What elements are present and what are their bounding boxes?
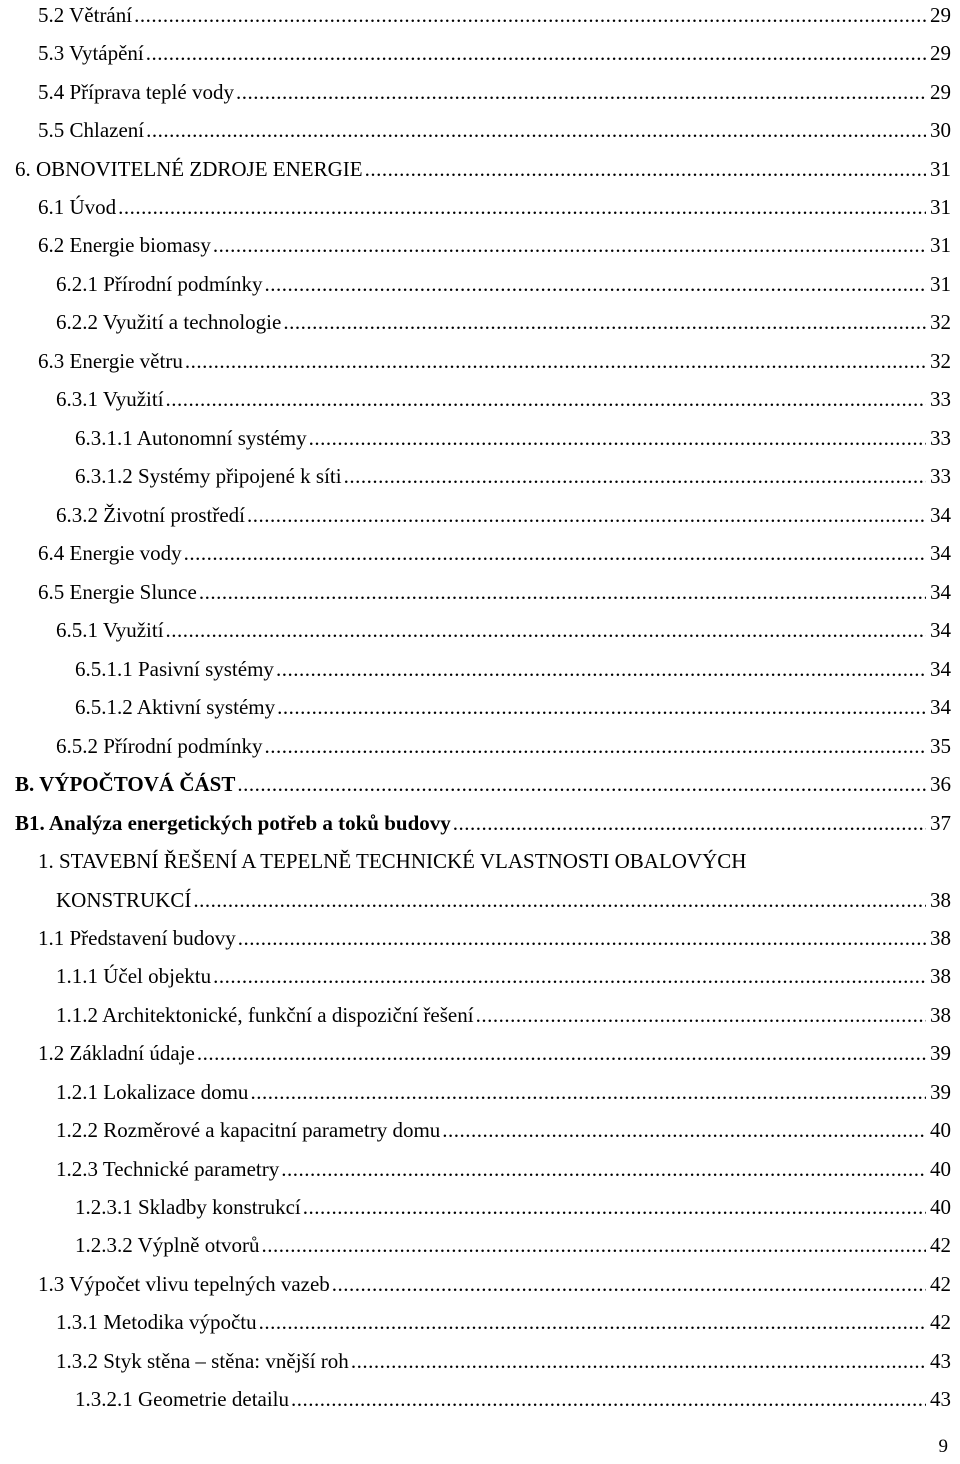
toc-entry[interactable] (56, 887, 951, 913)
toc-entry-page: 29 (930, 80, 951, 104)
toc-entry-page: 33 (930, 426, 951, 450)
toc-entry[interactable] (38, 232, 951, 258)
toc-entry-title: 1.1.2 Architektonické, funkční a dispoziční řešení (56, 1003, 474, 1027)
toc-entry[interactable] (56, 617, 951, 643)
toc-entry-title: 1.1 Představení budovy (38, 926, 236, 950)
toc-entry-page: 34 (930, 618, 951, 642)
toc-entry[interactable] (75, 1386, 951, 1412)
dot-leader (146, 40, 926, 66)
toc-entry-title: 5.2 Větrání (38, 3, 133, 27)
dot-leader (283, 309, 926, 335)
toc-entry[interactable] (38, 40, 951, 66)
dot-leader (476, 1002, 926, 1028)
toc-entry-title: 1.2.2 Rozměrové a kapacitní parametry domu (56, 1118, 441, 1142)
dot-leader (185, 348, 926, 374)
toc-entry[interactable] (75, 1232, 951, 1258)
toc-entry-title: 6.5.2 Přírodní podmínky (56, 734, 263, 758)
toc-entry-page: 33 (930, 387, 951, 411)
dot-leader (166, 386, 926, 412)
dot-leader (213, 963, 926, 989)
toc-entry[interactable] (56, 733, 951, 759)
toc-entry-title: 5.5 Chlazení (38, 118, 145, 142)
toc-entry[interactable] (38, 348, 951, 374)
dot-leader (281, 1156, 926, 1182)
toc-entry-title: 6.3.1.2 Systémy připojené k síti (75, 464, 342, 488)
toc-entry-title: 5.3 Vytápění (38, 41, 144, 65)
toc-entry[interactable] (38, 925, 951, 951)
toc-entry-page: 31 (930, 195, 951, 219)
toc-entry-page: 33 (930, 464, 951, 488)
toc-entry[interactable] (38, 1040, 951, 1066)
toc-entry-title: 6.2.2 Využití a technologie (56, 310, 282, 334)
dot-leader (237, 771, 926, 797)
dot-leader (442, 1117, 926, 1143)
toc-entry[interactable] (75, 425, 951, 451)
toc-entry[interactable] (38, 2, 951, 28)
toc-entry-page: 32 (930, 310, 951, 334)
toc-entry-page: 39 (930, 1041, 951, 1065)
toc-entry-title: 6.2 Energie biomasy (38, 233, 211, 257)
toc-entry-page: 40 (930, 1195, 951, 1219)
dot-leader (351, 1348, 926, 1374)
dot-leader (184, 540, 926, 566)
toc-entry[interactable] (15, 156, 951, 182)
toc-entry[interactable] (56, 963, 951, 989)
toc-entry-page: 39 (930, 1080, 951, 1104)
toc-entry[interactable] (56, 1117, 951, 1143)
toc-entry[interactable] (75, 694, 951, 720)
toc-entry[interactable] (56, 502, 951, 528)
toc-entry[interactable] (15, 810, 951, 836)
toc-entry[interactable] (38, 79, 951, 105)
toc-entry-page: 42 (930, 1272, 951, 1296)
toc-entry-page: 34 (930, 657, 951, 681)
dot-leader (213, 232, 926, 258)
toc-entry-page: 38 (930, 964, 951, 988)
toc-entry-page: 31 (930, 272, 951, 296)
toc-entry-page: 38 (930, 1003, 951, 1027)
dot-leader (453, 810, 926, 836)
toc-entry-title: 1.2.3.2 Výplně otvorů (75, 1233, 260, 1257)
toc-entry[interactable] (15, 771, 951, 797)
toc-entry[interactable] (56, 1079, 951, 1105)
toc-entry-title: 1.2 Základní údaje (38, 1041, 195, 1065)
toc-entry-title: 6.3.1.1 Autonomní systémy (75, 426, 307, 450)
toc-entry-page: 34 (930, 580, 951, 604)
toc-entry[interactable] (38, 540, 951, 566)
toc-entry-page: 32 (930, 349, 951, 373)
dot-leader (199, 579, 926, 605)
dot-leader (134, 2, 926, 28)
toc-entry-title: 1.3.2 Styk stěna – stěna: vnější roh (56, 1349, 349, 1373)
toc-entry-page: 40 (930, 1157, 951, 1181)
toc-entry[interactable] (75, 656, 951, 682)
toc-entry[interactable] (56, 1309, 951, 1335)
dot-leader (262, 1232, 926, 1258)
toc-entry-title: 6.3.1 Využití (56, 387, 164, 411)
toc-entry-title: 6.5.1.2 Aktivní systémy (75, 695, 276, 719)
toc-entry[interactable] (56, 1156, 951, 1182)
toc-entry-title: 1.2.3 Technické parametry (56, 1157, 280, 1181)
toc-entry-title: 6.5.1.1 Pasivní systémy (75, 657, 274, 681)
toc-entry-page: 43 (930, 1387, 951, 1411)
dot-leader (265, 271, 926, 297)
dot-leader (303, 1194, 926, 1220)
toc-entry-page: 31 (930, 233, 951, 257)
toc-entry[interactable] (38, 194, 951, 220)
toc-entry-page: 29 (930, 41, 951, 65)
toc-entry-title: 1.3.1 Metodika výpočtu (56, 1310, 257, 1334)
toc-entry-title: 1.3 Výpočet vlivu tepelných vazeb (38, 1272, 330, 1296)
toc-entry-title: 6. OBNOVITELNÉ ZDROJE ENERGIE (15, 157, 363, 181)
dot-leader (166, 617, 926, 643)
dot-leader (146, 117, 926, 143)
toc-entry-title: KONSTRUKCÍ (56, 888, 192, 912)
toc-entry-title: 6.1 Úvod (38, 195, 117, 219)
toc-entry-title: 6.3.2 Životní prostředí (56, 503, 245, 527)
toc-entry-page: 43 (930, 1349, 951, 1373)
dot-leader (309, 425, 926, 451)
dot-leader (250, 1079, 926, 1105)
toc-entry-title: 1.2.1 Lokalizace domu (56, 1080, 249, 1104)
toc-entry-page: 35 (930, 734, 951, 758)
toc-entry-page: 34 (930, 541, 951, 565)
toc-entry-title: 1.3.2.1 Geometrie detailu (75, 1387, 290, 1411)
toc-entry[interactable] (56, 309, 951, 335)
toc-entry-page: 34 (930, 503, 951, 527)
toc-entry-page: 34 (930, 695, 951, 719)
page-number: 9 (938, 1436, 948, 1457)
toc-entry-title: 1.1.1 Účel objektu (56, 964, 212, 988)
dot-leader (276, 656, 926, 682)
dot-leader (332, 1271, 926, 1297)
toc-entry-page: 42 (930, 1310, 951, 1334)
toc-entry-page: 36 (930, 772, 951, 796)
toc-entry[interactable] (56, 386, 951, 412)
toc-entry-title: 5.4 Příprava teplé vody (38, 80, 234, 104)
toc-entry-page: 31 (930, 157, 951, 181)
dot-leader (197, 1040, 926, 1066)
toc-entry-title: 6.3 Energie větru (38, 349, 183, 373)
toc-entry-heading[interactable]: 1. STAVEBNÍ ŘEŠENÍ A TEPELNĚ TECHNICKÉ VLASTNOSTI OBALOVÝCH (38, 849, 747, 873)
toc-entry[interactable] (56, 1002, 951, 1028)
dot-leader (238, 925, 926, 951)
toc-entry-title: 6.4 Energie vody (38, 541, 182, 565)
toc-entry-page: 40 (930, 1118, 951, 1142)
dot-leader (259, 1309, 926, 1335)
toc-entry[interactable] (38, 117, 951, 143)
toc-entry[interactable] (38, 1271, 951, 1297)
toc-entry-title: 1.2.3.1 Skladby konstrukcí (75, 1195, 301, 1219)
dot-leader (247, 502, 926, 528)
toc-entry-page: 30 (930, 118, 951, 142)
toc-entry[interactable] (75, 1194, 951, 1220)
dot-leader (265, 733, 926, 759)
dot-leader (193, 887, 926, 913)
dot-leader (365, 156, 926, 182)
toc-entry[interactable] (56, 271, 951, 297)
toc-entry-page: 42 (930, 1233, 951, 1257)
dot-leader (291, 1386, 926, 1412)
toc-entry-title: 6.5 Energie Slunce (38, 580, 197, 604)
toc-entry-page: 29 (930, 3, 951, 27)
dot-leader (344, 463, 926, 489)
toc-entry-page: 38 (930, 888, 951, 912)
toc-entry[interactable] (75, 463, 951, 489)
toc-entry-title: B. VÝPOČTOVÁ ČÁST (15, 772, 236, 796)
toc-entry-title: B1. Analýza energetických potřeb a toků budovy (15, 811, 451, 835)
toc-entry-page: 38 (930, 926, 951, 950)
toc-entry-title: 6.5.1 Využití (56, 618, 164, 642)
toc-entry-title: 6.2.1 Přírodní podmínky (56, 272, 263, 296)
dot-leader (277, 694, 926, 720)
dot-leader (236, 79, 926, 105)
toc-entry[interactable] (56, 1348, 951, 1374)
dot-leader (118, 194, 926, 220)
toc-entry-page: 37 (930, 811, 951, 835)
toc-entry[interactable] (38, 579, 951, 605)
